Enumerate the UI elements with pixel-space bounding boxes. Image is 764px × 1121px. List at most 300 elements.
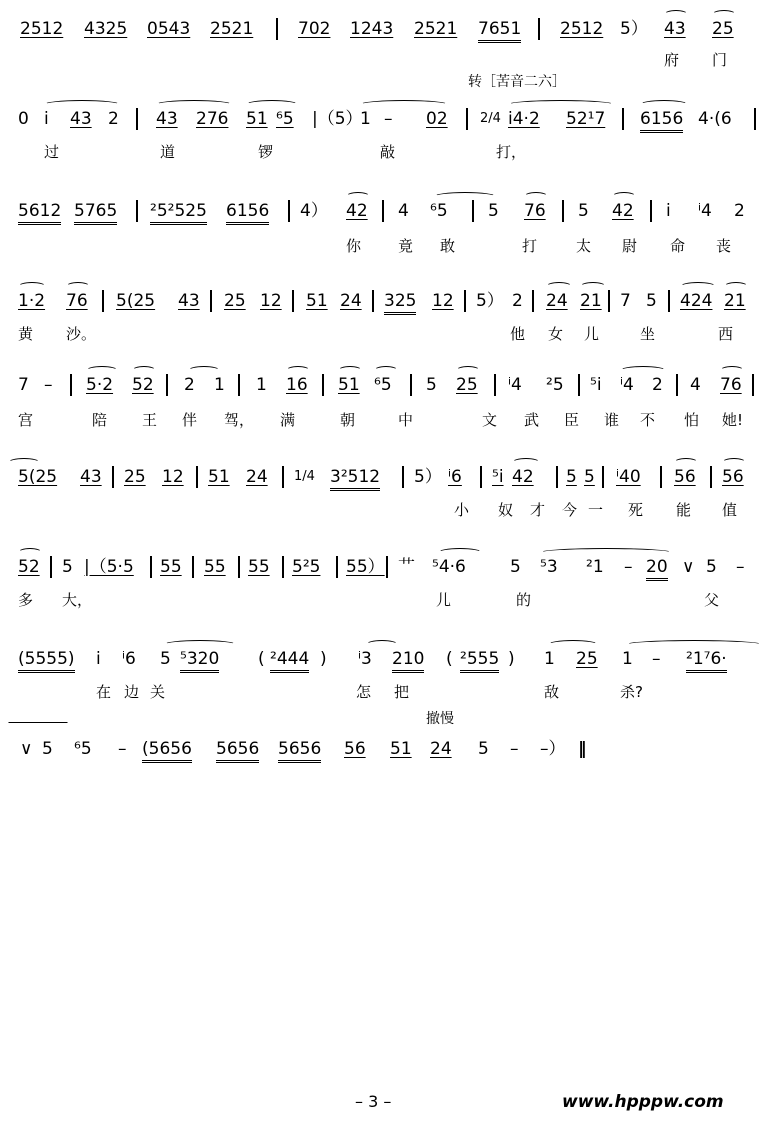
note: 7	[18, 375, 29, 395]
lyric-char: 西	[718, 325, 734, 343]
note: 5	[584, 467, 595, 487]
note-group: 1·2	[18, 291, 46, 311]
barline	[282, 556, 284, 578]
barline	[532, 290, 534, 312]
note: ⁵3	[540, 557, 558, 577]
lyric-char: 他	[510, 325, 526, 343]
lyric-char: 敢	[440, 237, 456, 255]
lyric-char: 府	[664, 51, 680, 69]
barline	[480, 466, 482, 488]
barline	[660, 466, 662, 488]
note: i	[44, 109, 49, 129]
note-group: 5）	[414, 467, 442, 487]
barline	[70, 374, 72, 396]
breath-mark: ∨	[682, 557, 695, 577]
breath-mark: ∨	[20, 739, 33, 759]
slur	[640, 100, 688, 109]
barline	[676, 374, 678, 396]
note-group: 56	[722, 467, 744, 487]
lyric-char: 竟	[398, 237, 414, 255]
lyric-char: 朝	[340, 411, 356, 429]
lyric-char: 陪	[92, 411, 108, 429]
note-group: ²555	[460, 648, 499, 673]
lyric-char: 宫	[18, 411, 34, 429]
lyric-char: 坐	[640, 325, 656, 343]
note-group: 76	[524, 201, 546, 221]
barline	[556, 466, 558, 488]
lyric-char: 怕	[684, 411, 700, 429]
slur	[286, 366, 310, 375]
note-group: ⁵320	[180, 648, 219, 673]
note-group: ⁵i	[492, 467, 504, 487]
lyric-char: 父	[704, 591, 720, 609]
note: i	[666, 201, 671, 221]
note-group: 0543	[147, 19, 191, 39]
notes-row-2	[0, 108, 764, 130]
note-group: 24	[430, 739, 452, 759]
lyric-char: 才	[530, 501, 546, 519]
note: ⁱ4	[508, 375, 522, 395]
note: 5	[578, 201, 589, 221]
note-group: 2512	[20, 19, 64, 39]
note-group: ⁱ6	[448, 467, 462, 487]
barline	[288, 200, 290, 222]
note-group: 25	[124, 467, 146, 487]
note-group: 43	[664, 19, 686, 39]
note-group: 6156	[640, 108, 683, 133]
lyric-char: 打	[522, 237, 538, 255]
barline	[192, 556, 194, 578]
note: ²5	[546, 375, 564, 395]
note-group: 5）	[620, 19, 648, 39]
lyric-char: 黄	[18, 325, 34, 343]
note: –	[652, 649, 661, 669]
slur	[720, 366, 744, 375]
slur	[66, 282, 90, 291]
slur	[524, 192, 548, 201]
note-group: 56	[344, 739, 366, 759]
slur	[18, 282, 46, 291]
slur	[434, 192, 496, 201]
lyric-char: 臣	[564, 411, 580, 429]
note-group: 2521	[414, 19, 458, 39]
note: –	[510, 739, 519, 759]
note-group: 25	[456, 375, 478, 395]
note-group: 424	[680, 291, 713, 311]
barline	[292, 290, 294, 312]
note: –）	[540, 739, 566, 759]
note-group: 12	[162, 467, 184, 487]
note-group: 24	[340, 291, 362, 311]
barline	[282, 466, 284, 488]
paren: (	[258, 649, 265, 669]
note-group: 55）	[346, 557, 385, 577]
notes-row-9	[0, 738, 764, 760]
note-group: 4）	[300, 201, 328, 221]
lyric-char: 门	[712, 51, 728, 69]
note-group: 702	[298, 19, 331, 39]
note-group: 5）	[476, 291, 504, 311]
note-group: 5·2	[86, 375, 114, 395]
note-group: 24	[546, 291, 568, 311]
barline	[650, 200, 652, 222]
slur	[44, 100, 120, 109]
paren: )	[320, 649, 327, 669]
barline	[196, 466, 198, 488]
note-group: 43	[178, 291, 200, 311]
note: 5	[42, 739, 53, 759]
note-group: ⁶5	[276, 109, 294, 129]
note-group: 12	[432, 291, 454, 311]
barline	[754, 108, 756, 130]
note-group: 5765	[74, 200, 117, 225]
lyric-char: 驾，	[224, 411, 255, 429]
note: 2	[652, 375, 663, 395]
barline	[538, 18, 540, 40]
lyric-char: 能	[676, 501, 692, 519]
tempo-marker: 撤慢	[426, 711, 454, 727]
note-group: 4·(6	[698, 109, 732, 129]
barline	[472, 200, 474, 222]
barline	[752, 374, 754, 396]
note-group: 55	[204, 557, 226, 577]
lyric-char: 尉	[622, 237, 638, 255]
slur	[360, 100, 448, 109]
barline	[150, 556, 152, 578]
note-group: 25	[712, 19, 734, 39]
slur	[620, 366, 666, 375]
slur	[546, 282, 572, 291]
lyric-char: 丧	[716, 237, 732, 255]
note: 2	[108, 109, 119, 129]
barline	[112, 466, 114, 488]
note: ²1	[586, 557, 604, 577]
note-group: 24	[246, 467, 268, 487]
barline	[50, 556, 52, 578]
note-group: 43	[80, 467, 102, 487]
lyric-char: 文	[482, 411, 498, 429]
barline	[578, 374, 580, 396]
slur	[164, 640, 236, 649]
note-group: 5(25	[18, 467, 58, 487]
note-group: 210	[392, 648, 424, 673]
note-group: 43	[156, 109, 178, 129]
lyric-char: 小	[454, 501, 470, 519]
note-group: ⁱ40	[616, 467, 641, 487]
note: –	[624, 557, 633, 577]
note-group: |（5·5	[84, 557, 134, 577]
lyric-char: 儿	[436, 591, 452, 609]
time-signature: 1/4	[294, 469, 315, 484]
note: ⁵i	[590, 375, 602, 395]
note: ⁱ4	[620, 375, 634, 395]
slur	[18, 548, 42, 557]
paren: )	[508, 649, 515, 669]
page-number: – 3 –	[355, 1092, 392, 1111]
barline	[602, 466, 604, 488]
note-group: 51	[246, 109, 268, 129]
slur	[512, 458, 540, 467]
barline	[466, 108, 468, 130]
mode-change-marker: 转［苦音二六］	[468, 74, 566, 90]
barline	[410, 374, 412, 396]
note-group: (5656	[142, 738, 192, 763]
note-group: 51	[208, 467, 230, 487]
barline	[238, 374, 240, 396]
barline	[464, 290, 466, 312]
note-group: 4325	[84, 19, 128, 39]
slur	[724, 282, 748, 291]
notes-row-8	[0, 648, 764, 670]
note-group: 76	[66, 291, 88, 311]
notes-row-1	[0, 18, 764, 40]
slur	[188, 366, 220, 375]
slur	[722, 458, 746, 467]
slur	[86, 366, 118, 375]
note-group: 52	[18, 557, 40, 577]
lyric-char: 把	[394, 683, 410, 701]
notes-row-3	[0, 200, 764, 222]
note-group: 51	[390, 739, 412, 759]
note: 5	[478, 739, 489, 759]
note: ⁱ4	[698, 201, 712, 221]
barline	[238, 556, 240, 578]
note: 5	[706, 557, 717, 577]
slur	[680, 282, 716, 291]
note-group: 12	[260, 291, 282, 311]
note-group: 42	[612, 201, 634, 221]
note-group: 5656	[278, 738, 321, 763]
slur	[508, 100, 614, 109]
note-group: 25	[576, 649, 598, 669]
notes-row-5	[0, 374, 764, 396]
note-group: 2512	[560, 19, 604, 39]
final-barline: ‖	[578, 739, 587, 759]
slur	[612, 192, 636, 201]
lyric-char: 中	[398, 411, 414, 429]
lyric-char: 王	[142, 411, 158, 429]
barline	[276, 18, 278, 40]
note-group: 25	[224, 291, 246, 311]
lyric-char: 满	[280, 411, 296, 429]
note: 2	[512, 291, 523, 311]
lyric-char: 一	[588, 501, 604, 519]
slur	[712, 10, 736, 19]
note: 5	[566, 467, 577, 487]
note-group: (5555)	[18, 648, 75, 673]
slur	[664, 10, 688, 19]
note-group: 1243	[350, 19, 394, 39]
lyric-char: 关	[150, 683, 166, 701]
lyric-char: 你	[346, 237, 362, 255]
slur	[374, 366, 398, 375]
slur	[366, 640, 398, 649]
lyric-char: 奴	[498, 501, 514, 519]
lyric-char: 死	[628, 501, 644, 519]
lyric-char: 杀?	[620, 683, 643, 701]
note-group: 6156	[226, 200, 269, 225]
lyric-char: 过	[44, 143, 60, 161]
lyric-char: 太	[576, 237, 592, 255]
lyric-char: 道	[160, 143, 176, 161]
note-group: 20	[646, 556, 668, 581]
slur	[456, 366, 480, 375]
note-group: 21	[580, 291, 602, 311]
note-group: 2521	[210, 19, 254, 39]
barline	[210, 290, 212, 312]
barline	[136, 108, 138, 130]
note-group: 55	[248, 557, 270, 577]
barline	[136, 200, 138, 222]
note-group: 3²512	[330, 466, 380, 491]
lyric-char: 边	[124, 683, 140, 701]
barline	[710, 466, 712, 488]
time-signature: 2/4	[480, 111, 501, 126]
barline	[166, 374, 168, 396]
note: 1	[544, 649, 555, 669]
note: 2	[734, 201, 745, 221]
lyric-char: 伴	[182, 411, 198, 429]
note: 1	[360, 109, 371, 129]
note-group: ²1⁷6·	[686, 648, 727, 673]
free-meter-sign: 艹	[398, 557, 415, 577]
lyric-char: 打，	[496, 143, 527, 161]
note: 0	[18, 109, 29, 129]
note-group: 42	[346, 201, 368, 221]
note-group: 76	[720, 375, 742, 395]
note-group: 5(25	[116, 291, 156, 311]
lyric-char: 的	[516, 591, 532, 609]
barline	[372, 290, 374, 312]
note: 1	[214, 375, 225, 395]
lyric-char: 敌	[544, 683, 560, 701]
note: –	[384, 109, 393, 129]
lyric-char: 沙。	[66, 325, 97, 343]
lyric-char: 不	[640, 411, 656, 429]
note-group: 7651	[478, 18, 521, 43]
barline	[562, 200, 564, 222]
note-group: ²5²525	[150, 200, 207, 225]
note: 5	[510, 557, 521, 577]
lyric-char: 大，	[62, 591, 93, 609]
note-group: |（5）	[312, 109, 363, 129]
slur	[438, 548, 482, 557]
slur	[246, 100, 298, 109]
note-group: 52¹7	[566, 109, 606, 129]
website-watermark: www.hpppw.com	[562, 1092, 724, 1112]
note-group: 52	[132, 375, 154, 395]
slur	[674, 458, 698, 467]
barline	[322, 374, 324, 396]
note-group: 42	[512, 467, 534, 487]
barline	[336, 556, 338, 578]
note: 5	[488, 201, 499, 221]
slur	[338, 366, 362, 375]
paren: (	[446, 649, 453, 669]
note: –	[736, 557, 745, 577]
barline	[494, 374, 496, 396]
note-group: 21	[724, 291, 746, 311]
note-group: 51	[338, 375, 360, 395]
slur	[156, 100, 232, 109]
note: ⁱ3	[358, 649, 372, 669]
note-group: 02	[426, 109, 448, 129]
note: 1	[622, 649, 633, 669]
note: 4	[690, 375, 701, 395]
lyric-char: 在	[96, 683, 112, 701]
note: 4	[398, 201, 409, 221]
barline	[668, 290, 670, 312]
note-group: 5656	[216, 738, 259, 763]
slur	[626, 640, 762, 649]
barline	[102, 290, 104, 312]
lyric-char: 值	[722, 501, 738, 519]
notes-row-6	[0, 466, 764, 488]
note-group: ²444	[270, 648, 309, 673]
barline	[382, 200, 384, 222]
note: ⁶5	[374, 375, 392, 395]
note: –	[44, 375, 53, 395]
tie	[8, 722, 68, 731]
note-with-fermata: ⁶5	[74, 739, 92, 759]
note: 7	[620, 291, 631, 311]
slur	[132, 366, 156, 375]
lyric-char: 武	[524, 411, 540, 429]
note-group: 5²5	[292, 557, 321, 577]
note-group: 55	[160, 557, 182, 577]
barline	[608, 290, 610, 312]
note-group: 43	[70, 109, 92, 129]
note-group: 5612	[18, 200, 61, 225]
lyric-char: 多	[18, 591, 34, 609]
note-group: 276	[196, 109, 229, 129]
lyric-char: 敲	[380, 143, 396, 161]
note: ⁱ6	[122, 649, 136, 669]
note: 1	[256, 375, 267, 395]
note: ⁶5	[430, 201, 448, 221]
note: 5	[426, 375, 437, 395]
barline	[402, 466, 404, 488]
note: –	[118, 739, 127, 759]
note-group: i4·2	[508, 109, 540, 129]
slur	[548, 640, 598, 649]
slur	[8, 458, 40, 467]
slur	[346, 192, 370, 201]
note: 2	[184, 375, 195, 395]
lyric-char: 她!	[722, 411, 744, 429]
note-group: 56	[674, 467, 696, 487]
slur	[540, 548, 672, 557]
note: 5	[646, 291, 657, 311]
note-group: ⁵4·6	[432, 557, 466, 577]
lyric-char: 女	[548, 325, 564, 343]
note-group: 325	[384, 290, 416, 315]
note-group: 16	[286, 375, 308, 395]
note: 5	[62, 557, 73, 577]
lyric-char: 怎	[356, 683, 372, 701]
lyric-char: 儿	[584, 325, 600, 343]
lyric-char: 锣	[258, 143, 274, 161]
note: i	[96, 649, 101, 669]
barline	[386, 556, 388, 578]
notes-row-7	[0, 556, 764, 578]
note: 5	[160, 649, 171, 669]
slur	[580, 282, 606, 291]
lyric-char: 命	[670, 237, 686, 255]
lyric-char: 今	[562, 501, 578, 519]
notes-row-4	[0, 290, 764, 312]
note-group: 51	[306, 291, 328, 311]
